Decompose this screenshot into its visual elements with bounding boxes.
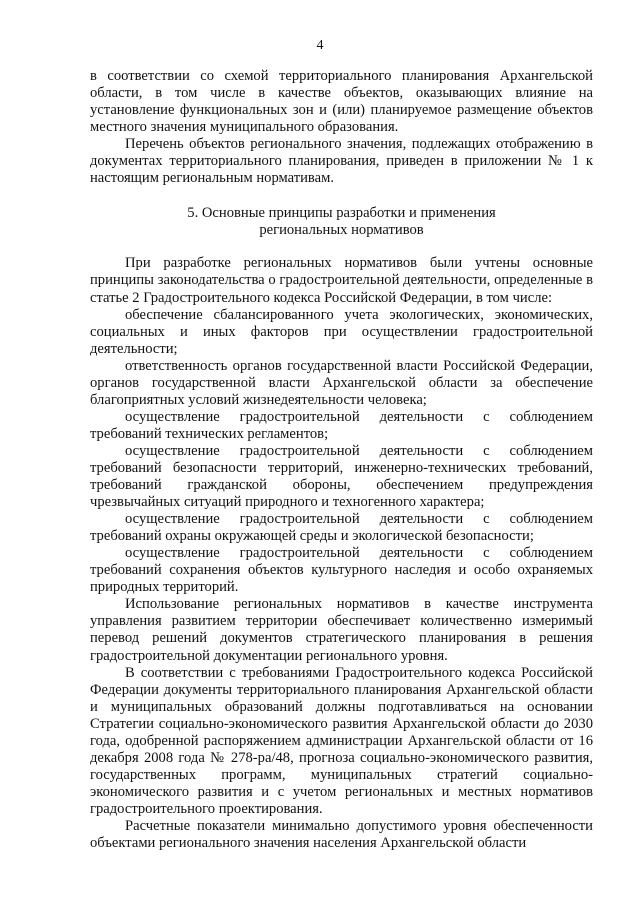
section-heading-line: 5. Основные принципы разработки и применения bbox=[187, 205, 496, 222]
paragraph: Перечень объектов регионального значения, подлежащих отображению в документах территориального планирования, приведен в приложении № 1 к настоящим региональным нормативам. bbox=[90, 136, 593, 187]
principle-item: осуществление градостроительной деятельности с соблюдением требований технических регламентов; bbox=[90, 408, 593, 442]
paragraph: В соответствии с требованиями Градостроительного кодекса Российской Федерации документы территориального планирования Архангельской области и муниципальных образований должны подготавливаться на основании Стратегии социально-экономического развития Архангельской области до 2030 года, одобренной распоряжением администрации Архангельской области от 16 декабря 2008 года № 278-ра/48, прогноза социально-экономического развития, государственных программ, муниципальных стратегий социально-экономического развития и с учетом региональных и местных нормативов градостроительного проектирования. bbox=[90, 664, 593, 817]
principle-item: осуществление градостроительной деятельности с соблюдением требований охраны окружающей среды и экологической безопасности; bbox=[90, 511, 593, 545]
principle-item: ответственность органов государственной власти Российской Федерации, органов государственной власти Архангельской области за обеспечение благоприятных условий жизнедеятельности человека; bbox=[90, 357, 593, 408]
paragraph: Расчетные показатели минимально допустимого уровня обеспеченности объектами регионального значения населения Архангельской области bbox=[90, 817, 593, 852]
principle-item: осуществление градостроительной деятельности с соблюдением требований безопасности территорий, инженерно-технических требований, требований гражданской обороны, обеспечением предупреждения чрезвычайных ситуаций природного и техногенного характера; bbox=[90, 442, 593, 511]
paragraph: Использование региональных нормативов в качестве инструмента управления развитием территории обеспечивает количественно измеримый перевод решений документов стратегического планирования в решения градостроительной документации регионального уровня. bbox=[90, 596, 593, 664]
principle-item: обеспечение сбалансированного учета экологических, экономических, социальных и иных факторов при осуществлении градостроительной деятельности; bbox=[90, 306, 593, 357]
principle-item: осуществление градостроительной деятельности с соблюдением требований сохранения объектов культурного наследия и особо охраняемых природных территорий. bbox=[90, 545, 593, 596]
section-heading bbox=[90, 205, 593, 239]
section-heading-line: региональных нормативов bbox=[259, 222, 424, 239]
page-number: 4 bbox=[316, 38, 324, 53]
document-body bbox=[90, 68, 593, 852]
paragraph-continuation: в соответствии со схемой территориального планирования Архангельской области, в том числе в качестве объектов, оказывающих влияние на установление функциональных зон и (или) планируемое размещение объектов местного значения муниципального образования. bbox=[90, 68, 593, 136]
paragraph: При разработке региональных нормативов были учтены основные принципы законодательства о градостроительной деятельности, определенные в статье 2 Градостроительного кодекса Российской Федерации, в том числе: bbox=[90, 255, 593, 306]
